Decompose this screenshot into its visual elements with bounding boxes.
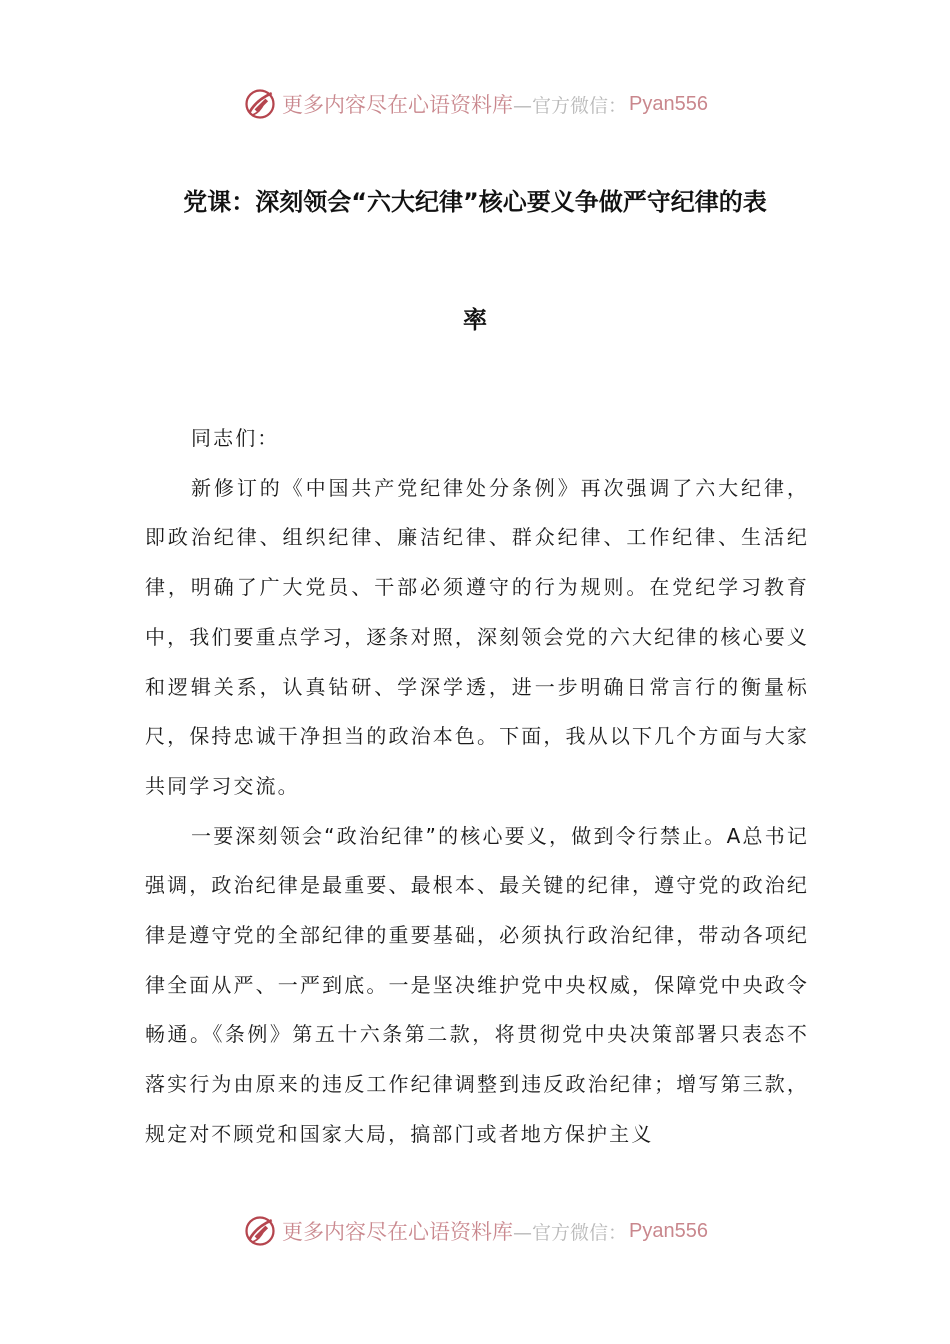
pen-swirl-logo-icon (242, 1213, 278, 1249)
document-body (145, 414, 809, 1160)
paragraph-political-discipline: 一要深刻领会“政治纪律”的核心要义，做到令行禁止。A总书记强调，政治纪律是最重要、最根本、最关键的纪律，遵守党的政治纪律是遵守党的全部纪律的重要基础，必须执行政治纪律，带动各项纪律全面从严、一严到底。一是坚决维护党中央权威，保障党中央政令畅通。《条例》第五十六条第二款，将贯彻党中央决策部署只表态不落实行为由原来的违反工作纪律调整到违反政治纪律；增写第三款，规定对不顾党和国家大局，搞部门或者地方保护主义 (145, 823, 809, 1146)
document-title-line1: 党课：深刻领会“六大纪律”核心要义争做严守纪律的表 (183, 188, 767, 216)
watermark-wechat-id: Pyan556 (629, 92, 708, 115)
pen-swirl-logo-icon (242, 86, 278, 122)
watermark-main-text: 更多内容尽在心语资料库 (282, 93, 513, 117)
paragraph-salutation: 同志们： (191, 426, 280, 450)
watermark-sub-text: —官方微信： (513, 94, 628, 117)
watermark-header (0, 84, 950, 124)
watermark-wechat-id: Pyan556 (629, 1219, 708, 1242)
watermark-sub-text: —官方微信： (513, 1221, 628, 1244)
document-title-line2: 率 (463, 306, 487, 334)
watermark-main-text: 更多内容尽在心语资料库 (282, 1220, 513, 1244)
watermark-footer (0, 1211, 950, 1251)
paragraph-intro: 新修订的《中国共产党纪律处分条例》再次强调了六大纪律，即政治纪律、组织纪律、廉洁纪律、群众纪律、工作纪律、生活纪律，明确了广大党员、干部必须遵守的行为规则。在党纪学习教育中，我们要重点学习，逐条对照，深刻领会党的六大纪律的核心要义和逻辑关系，认真钻研、学深学透，进一步明确日常言行的衡量标尺，保持忠诚干净担当的政治本色。下面，我从以下几个方面与大家共同学习交流。 (145, 475, 809, 798)
